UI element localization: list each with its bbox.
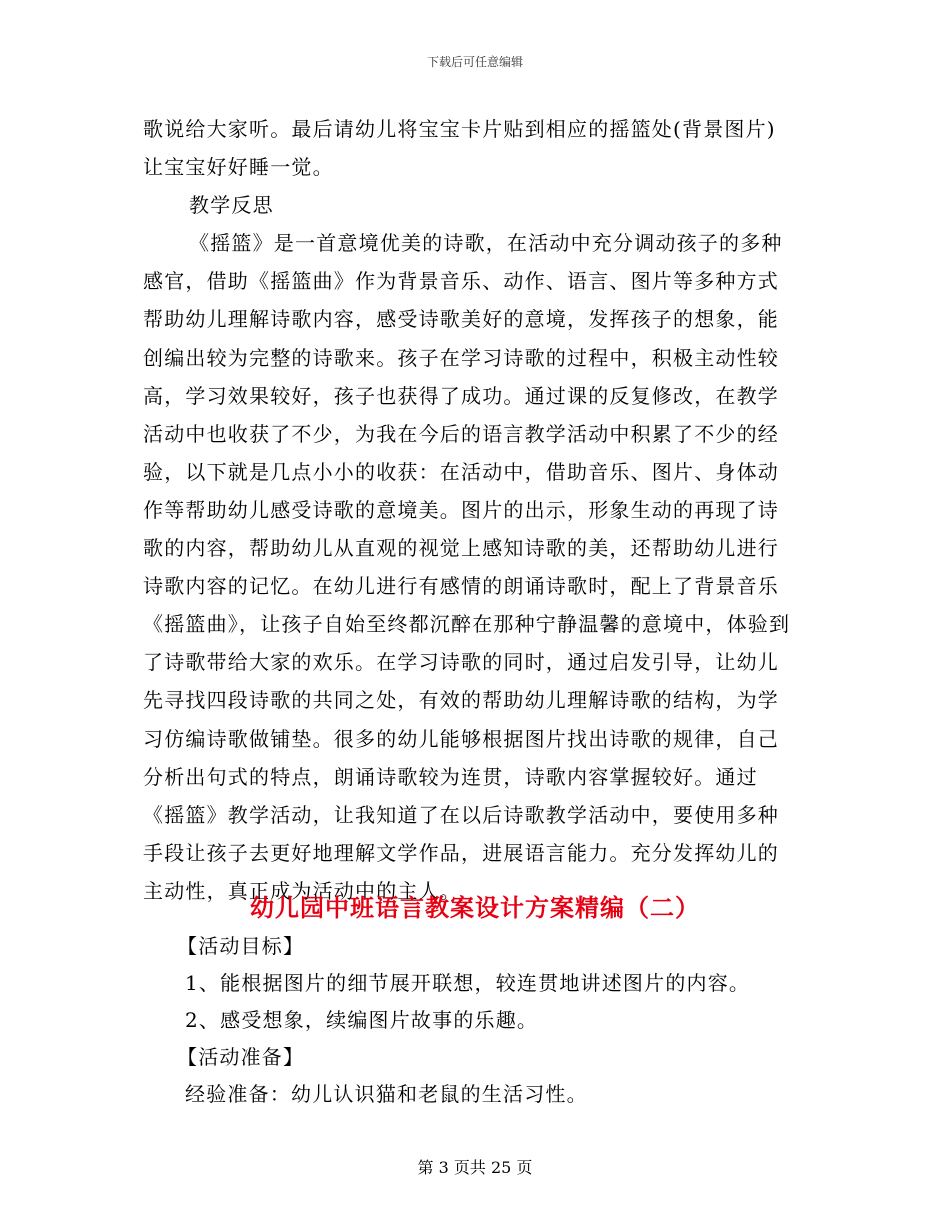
reflection-paragraph: 《摇篮》是一首意境优美的诗歌，在活动中充分调动孩子的多种感官，借助《摇篮曲》作为背景音乐、动作、语言、图片等多种方式帮助幼儿理解诗歌内容，感受诗歌美好的意境，发挥孩子的想象，能创编出较为完整的诗歌来。孩子在学习诗歌的过程中，积极主动性较高，学习效果较好，孩子也获得了成功。通过课的反复修改，在教学活动中也收获了不少，为我在今后的语言教学活动中积累了不少的经验，以下就是几点小小的收获：在活动中，借助音乐、图片、身体动作等帮助幼儿感受诗歌的意境美。图片的出示，形象生动的再现了诗歌的内容，帮助幼儿从直观的视觉上感知诗歌的美，还帮助幼儿进行诗歌内容的记忆。在幼儿进行有感情的朗诵诗歌时，配上了背景音乐《摇篮曲》，让孩子自始至终都沉醉在那种宁静温馨的意境中，体验到了诗歌带给大家的欢乐。在学习诗歌的同时，通过启发引导，让幼儿先寻找四段诗歌的共同之处，有效的帮助幼儿理解诗歌的结构，为学习仿编诗歌做铺垫。很多的幼儿能够根据图片找出诗歌的规律，自己分析出句式的特点，朗诵诗歌较为连贯，诗歌内容掌握较好。通过《摇篮》教学活动，让我知道了在以后诗歌教学活动中，要使用多种手段让孩子去更好地理解文学作品，进展语言能力。充分发挥幼儿的主动性，真正成为活动中的主人。 — [143, 231, 791, 903]
preparation-heading: 【活动准备】 — [177, 1045, 305, 1069]
reflection-heading: 教学反思 — [189, 193, 274, 218]
page-footer: 第 3 页共 25 页 — [417, 1158, 533, 1177]
goal-item: 1、能根据图片的细节展开联想，较连贯地讲述图片的内容。 — [185, 971, 751, 995]
page-header: 下载后可任意编辑 — [426, 55, 523, 69]
goal-item: 2、感受想象，续编图片故事的乐趣。 — [185, 1008, 539, 1032]
goals-heading: 【活动目标】 — [177, 934, 305, 958]
section-title: 幼儿园中班语言教案设计方案精编（二） — [250, 894, 700, 922]
preparation-item: 经验准备：幼儿认识猫和老鼠的生活习性。 — [185, 1082, 588, 1106]
paragraph-continuation: 歌说给大家听。最后请幼儿将宝宝卡片贴到相应的摇篮处(背景图片)让宝宝好好睡一觉。 — [143, 117, 776, 180]
document-body — [143, 110, 793, 910]
section-two — [177, 928, 805, 1113]
